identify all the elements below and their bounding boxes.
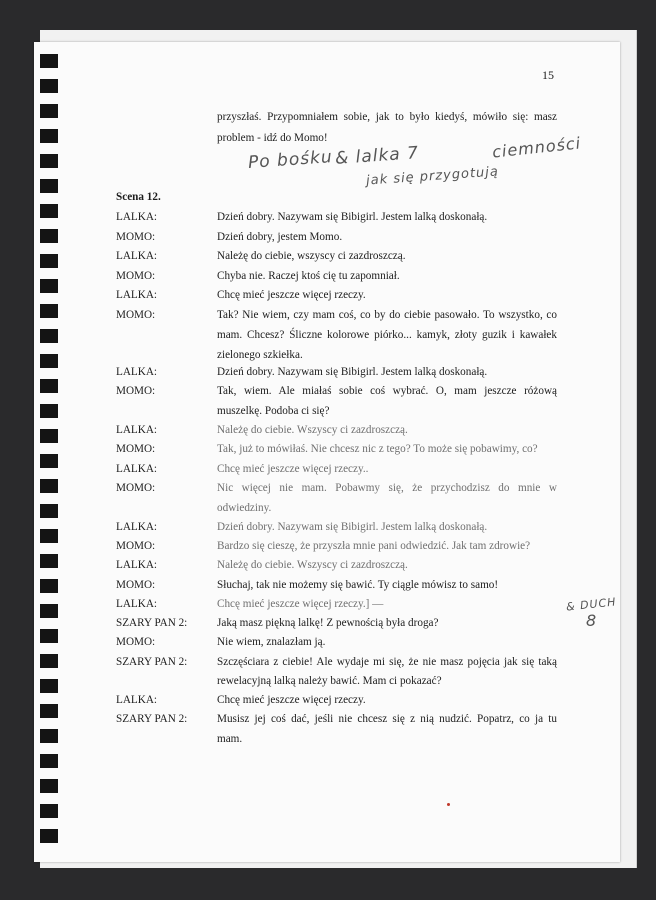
speaker-label: MOMO: <box>116 385 156 397</box>
handwritten-note: jak się przygotują <box>365 164 500 189</box>
binding-ring <box>40 379 58 393</box>
binding-ring <box>40 554 58 568</box>
binding-ring <box>40 454 58 468</box>
binding-ring <box>40 729 58 743</box>
dialogue-line: Tak? Nie wiem, czy mam coś, co by do ciebie pasowało. To wszystko, co <box>217 309 557 321</box>
speaker-label: MOMO: <box>116 540 156 552</box>
binding-ring <box>40 254 58 268</box>
dialogue-line: Dzień dobry. Nazywam się Bibigirl. Jestem lalką doskonałą. <box>217 521 488 533</box>
dialogue-line: Chyba nie. Raczej ktoś cię tu zapomniał. <box>217 270 400 282</box>
dialogue-line: Słuchaj, tak nie możemy się bawić. Ty ciągle mówisz to samo! <box>217 579 499 591</box>
binding-ring <box>40 629 58 643</box>
speaker-label: MOMO: <box>116 482 156 494</box>
dialogue-line: mam. <box>217 733 243 745</box>
binding-ring <box>40 304 58 318</box>
binding-ring <box>40 479 58 493</box>
dialogue-line: mam. Chcesz? Śliczne kolorowe piórko... kamyk, złoty guzik i kawałek <box>217 329 557 341</box>
binding-ring <box>40 704 58 718</box>
dialogue-line: Chcę mieć jeszcze więcej rzeczy. <box>217 289 366 301</box>
dialogue-line: Nie wiem, znalazłam ją. <box>217 636 326 648</box>
dialogue-line: Należę do ciebie. Wszyscy ci zazdroszczą. <box>217 424 408 436</box>
dialogue-line: Jaką masz piękną lalkę! Z pewnością była droga? <box>217 617 439 629</box>
dialogue-line: Szczęściara z ciebie! Ale wydaje mi się, że nie masz pojęcia jak się taką <box>217 656 557 668</box>
speaker-label: LALKA: <box>116 559 158 571</box>
dialogue-line: muszelkę. Podoba ci się? <box>217 405 330 417</box>
binding-ring <box>40 429 58 443</box>
speaker-label: LALKA: <box>116 424 158 436</box>
dialogue-line: rewelacyjną lalką należy bawić. Mam ci pokazać? <box>217 675 442 687</box>
binding-ring <box>40 279 58 293</box>
handwritten-note: 8 <box>586 611 598 630</box>
speaker-label: LALKA: <box>116 250 158 262</box>
speaker-label: MOMO: <box>116 309 156 321</box>
dialogue-line: Tak, wiem. Ale miałaś sobie coś wybrać. O, mam jeszcze różową <box>217 385 557 397</box>
scene-title: Scena 12. <box>116 191 161 203</box>
dialogue-line: Dzień dobry. Nazywam się Bibigirl. Jestem lalką doskonałą. <box>217 366 488 378</box>
speaker-label: LALKA: <box>116 289 158 301</box>
binding-ring <box>40 754 58 768</box>
speaker-label: MOMO: <box>116 579 156 591</box>
dialogue-line: zielonego szkiełka. <box>217 349 303 361</box>
speaker-label: SZARY PAN 2: <box>116 617 188 629</box>
binding-ring <box>40 504 58 518</box>
binding-ring <box>40 79 58 93</box>
dialogue-line: Dzień dobry, jestem Momo. <box>217 231 343 243</box>
binding-ring <box>40 804 58 818</box>
dialogue-line: Musisz jej coś dać, jeśli nie chcesz się z nią nudzić. Popatrz, co ja tu <box>217 713 557 725</box>
speaker-label: SZARY PAN 2: <box>116 656 188 668</box>
dialogue-line: Nic więcej nie mam. Pobawmy się, że przychodzisz do mnie w <box>217 482 557 494</box>
intro-line-2: problem - idź do Momo! <box>217 132 328 144</box>
dialogue-line: Chcę mieć jeszcze więcej rzeczy.. <box>217 463 369 475</box>
dialogue-line: Chcę mieć jeszcze więcej rzeczy.] — <box>217 598 384 610</box>
dialogue-line: Chcę mieć jeszcze więcej rzeczy. <box>217 694 366 706</box>
dialogue-line: Dzień dobry. Nazywam się Bibigirl. Jestem lalką doskonałą. <box>217 211 488 223</box>
speaker-label: LALKA: <box>116 366 158 378</box>
binding-ring <box>40 329 58 343</box>
speaker-label: LALKA: <box>116 598 158 610</box>
speaker-label: MOMO: <box>116 270 156 282</box>
speaker-label: LALKA: <box>116 521 158 533</box>
binding-ring <box>40 229 58 243</box>
dialogue-line: Bardzo się cieszę, że przyszła mnie pani odwiedzić. Jak tam zdrowie? <box>217 540 531 552</box>
speaker-label: LALKA: <box>116 211 158 223</box>
speaker-label: MOMO: <box>116 636 156 648</box>
speaker-label: MOMO: <box>116 231 156 243</box>
dialogue-line: Tak, już to mówiłaś. Nie chcesz nic z tego? To może się pobawimy, co? <box>217 443 538 455</box>
binding-ring <box>40 654 58 668</box>
spiral-binding <box>36 46 60 866</box>
intro-line-1: przyszłaś. Przypomniałem sobie, jak to było kiedyś, mówiło się: masz <box>217 111 557 123</box>
binding-ring <box>40 354 58 368</box>
dialogue-line: Należę do ciebie. Wszyscy ci zazdroszczą. <box>217 559 408 571</box>
speaker-label: MOMO: <box>116 443 156 455</box>
red-mark <box>447 803 450 806</box>
binding-ring <box>40 129 58 143</box>
speaker-label: SZARY PAN 2: <box>116 713 188 725</box>
binding-ring <box>40 604 58 618</box>
binding-ring <box>40 529 58 543</box>
binding-ring <box>40 404 58 418</box>
handwritten-note: & DUCH <box>565 595 618 614</box>
dialogue-line: odwiedziny. <box>217 502 272 514</box>
binding-ring <box>40 779 58 793</box>
binding-ring <box>40 179 58 193</box>
page-number: 15 <box>542 68 554 82</box>
handwritten-note: & lalka 7 <box>334 143 420 169</box>
handwritten-note: Po bośku <box>247 147 334 173</box>
speaker-label: LALKA: <box>116 694 158 706</box>
binding-ring <box>40 104 58 118</box>
binding-ring <box>40 154 58 168</box>
binding-ring <box>40 579 58 593</box>
binding-ring <box>40 679 58 693</box>
binding-ring <box>40 204 58 218</box>
speaker-label: LALKA: <box>116 463 158 475</box>
binding-ring <box>40 54 58 68</box>
binding-ring <box>40 829 58 843</box>
dialogue-line: Należę do ciebie, wszyscy ci zazdroszczą. <box>217 250 406 262</box>
handwritten-note: ciemności <box>491 133 582 162</box>
